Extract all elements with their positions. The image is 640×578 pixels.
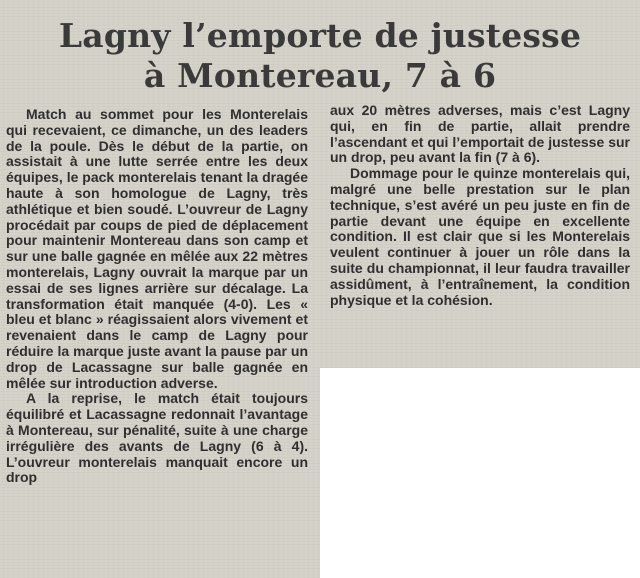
paragraph-3: Dommage pour le quinze monterelais qui, malgré une belle prestation sur le plan technique, s’est avéré un peu juste en fin de partie devant une équipe en excellente condition. Il est clair que si les Monterelais veulent continuer à jouer un rôle dans la suite du championnat, il leur faudra travailler assidûment, à l’entraînement, la condition physique et la cohésion. [330,165,630,308]
paragraph-2: A la reprise, le match était toujours équilibré et Lacassagne redonnait l’avantage à Montereau, sur pénalité, suite à une charge irrégulière des avants de Lagny (6 à 4). L’ouvreur monterelais manquait encore un drop [6,390,308,486]
article-column-left [6,107,308,486]
headline-line-2: à Montereau, 7 à 6 [143,56,497,95]
paragraph-1: Match au sommet pour les Monterelais qui recevaient, ce dimanche, un des leaders de la poule. Dès le début de la partie, on assistait à une lutte serrée entre les deux équipes, le pack monterelais tenant la dragée haute à son homologue de Lagny, très athlétique et bien soudé. L’ouvreur de Lagny procédait par coups de pied de déplacement pour maintenir Montereau dans son camp et sur une balle gagnée en mêlée aux 22 mètres monterelais, Lagny ouvrait la marque par un essai de ses lignes arrière sur décalage. La transformation était manquée (4-0). Les « bleu et blanc » réagissaient alors vivement et revenaient dans le camp de Lagny pour réduire la marque juste avant la pause par un drop de Lacassagne sur balle gagnée en mêlée sur introduction adverse. [6,106,308,391]
paragraph-2-continued: aux 20 mètres adverses, mais c’est Lagny qui, en fin de partie, allait prendre l’ascendant et qui l’emportait de justesse sur un drop, peu avant la fin (7 à 6). [330,102,630,166]
article-column-right [330,103,630,308]
headline-line-1: Lagny l’emporte de justesse [58,16,582,55]
